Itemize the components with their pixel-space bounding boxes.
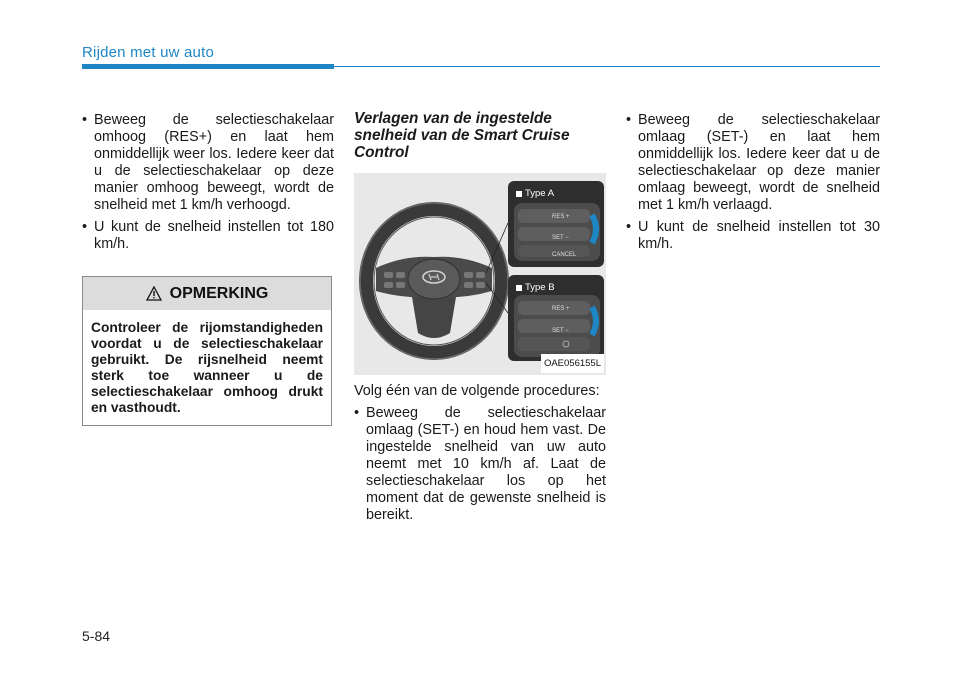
list-item: • Beweeg de selectieschakelaar omlaag (SET-) en laat hem onmiddellijk los. Iedere keer dat u de selectieschakelaar op deze manier omlaag beweegt, wordt de snelheid met 1 km/h verlaagd. xyxy=(626,112,880,214)
page-number: 5-84 xyxy=(82,628,111,644)
type-a-label xyxy=(516,185,554,202)
res-label-a: RES + xyxy=(552,214,570,220)
procedure-intro: Volg één van de volgende procedures: xyxy=(354,383,600,399)
type-a-text: Type A xyxy=(525,188,555,199)
list-item: • Beweeg de selectieschakelaar omhoog (RES+) en laat hem onmiddellijk weer los. Iedere keer dat u de selectieschakelaar op deze manier omhoog beweegt, wordt de snelheid met 1 km/h verhoogd. xyxy=(82,112,334,214)
set-label-b: SET − xyxy=(552,328,569,334)
column-left xyxy=(82,112,334,258)
cancel-label-a: CANCEL xyxy=(552,252,577,258)
steering-wheel-figure xyxy=(354,173,606,375)
notice-header xyxy=(83,277,331,310)
section-title: Verlagen van de ingestelde snelheid van de Smart Cruise Control xyxy=(354,110,570,161)
column-right xyxy=(626,112,880,258)
list-item: • U kunt de snelheid instellen tot 180 km/h. xyxy=(82,219,334,253)
set-label-a: SET − xyxy=(552,235,569,241)
list-item: • U kunt de snelheid instellen tot 30 km/h. xyxy=(626,219,880,253)
bullet-list xyxy=(626,112,880,253)
bullet-list xyxy=(82,112,334,253)
type-b-label xyxy=(516,279,555,296)
bullet-list xyxy=(354,405,606,524)
figure-code: OAE056155L xyxy=(541,354,604,373)
header-rule xyxy=(334,66,880,67)
warning-triangle-icon xyxy=(146,286,162,301)
notice-body: Controleer de rijomstandigheden voordat u de selectieschakelaar gebruikt. De rijsnelheid neemt sterk toe wanneer u de selectieschakelaar omhoog drukt en vasthoudt. xyxy=(91,320,323,415)
res-label-b: RES + xyxy=(552,306,570,312)
header-accent-bar xyxy=(82,64,334,69)
type-b-text: Type B xyxy=(525,282,555,293)
section-header-title: Rijden met uw auto xyxy=(82,44,215,61)
notice-title: OPMERKING xyxy=(169,284,269,302)
square-bullet-icon xyxy=(516,191,522,197)
steering-wheel-illustration xyxy=(354,173,606,375)
list-item: • Beweeg de selectieschakelaar omlaag (SET-) en houd hem vast. De ingestelde snelheid van uw auto neemt met 10 km/h af. Laat de selectieschakelaar los op het moment dat de gewenste snelheid is bereikt. xyxy=(354,405,606,524)
notice-box xyxy=(82,276,332,426)
square-bullet-icon xyxy=(516,285,522,291)
column-middle xyxy=(354,110,606,529)
